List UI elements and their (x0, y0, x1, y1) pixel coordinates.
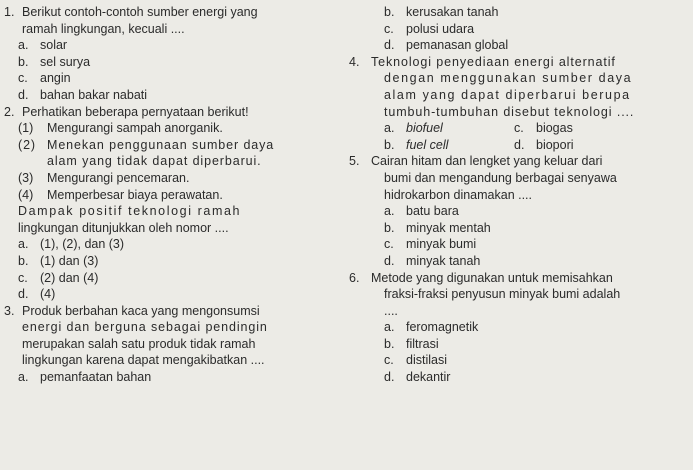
option-text: (1) dan (3) (40, 253, 99, 268)
statement-item (4, 170, 344, 187)
answer-option[interactable] (4, 286, 344, 303)
statement-text: Memperbesar biaya perawatan. (47, 187, 223, 202)
option-text: bahan bakar nabati (40, 87, 148, 102)
right-column (349, 4, 691, 386)
option-text: (1), (2), dan (3) (40, 237, 125, 252)
option-text: kerusakan tanah (406, 5, 499, 19)
answer-option[interactable] (349, 220, 691, 237)
statement-label: (4) (18, 187, 34, 202)
option-letter: a. (18, 237, 29, 252)
option-text: dekantir (406, 370, 451, 385)
question-6-line-2 (349, 286, 691, 303)
statement-item (4, 120, 344, 137)
answer-option[interactable] (4, 369, 344, 386)
option-text: filtrasi (406, 336, 439, 351)
question-3-line-4 (4, 352, 344, 369)
statement-text: Mengurangi sampah anorganik. (47, 121, 223, 136)
option-letter: d. (514, 137, 525, 152)
question-5-line-1 (349, 153, 691, 170)
option-letter: a. (18, 38, 29, 53)
option-letter: c. (18, 270, 28, 285)
option-letter: c. (384, 21, 394, 36)
option-text: biofuel (406, 121, 443, 136)
question-number: 4. (349, 54, 360, 69)
option-letter: b. (18, 253, 29, 268)
statement-label: (1) (18, 121, 34, 136)
question-stem: Cairan hitam dan lengket yang keluar dari (371, 154, 603, 169)
option-text: pemanasan global (406, 38, 509, 53)
option-text: batu bara (406, 204, 459, 219)
option-letter: a. (18, 370, 29, 385)
option-letter: a. (384, 204, 395, 219)
option-letter: d. (384, 38, 395, 53)
question-4-line-4 (349, 104, 691, 121)
question-stem: lingkungan ditunjukkan oleh nomor .... (18, 220, 229, 235)
question-1-line-1 (4, 4, 344, 21)
left-column (4, 4, 344, 386)
answer-option[interactable] (384, 120, 514, 137)
option-letter: c. (514, 121, 524, 136)
statement-label: (3) (18, 170, 34, 185)
question-3-line-2 (4, 319, 344, 336)
answer-option[interactable] (514, 137, 644, 154)
option-letter: a. (384, 121, 395, 136)
question-4-line-1 (349, 54, 691, 71)
question-number: 1. (4, 5, 15, 19)
answer-option[interactable] (349, 352, 691, 369)
question-number: 6. (349, 270, 360, 285)
question-5-line-3 (349, 187, 691, 204)
statement-continuation (4, 153, 344, 170)
option-text: (2) dan (4) (40, 270, 99, 285)
answer-option[interactable] (349, 336, 691, 353)
option-text: biogas (536, 121, 573, 136)
answer-option-row (349, 120, 691, 137)
option-text: angin (40, 71, 71, 86)
option-letter: b. (384, 220, 395, 235)
option-letter: c. (18, 71, 28, 86)
question-6-line-1 (349, 270, 691, 287)
answer-option[interactable] (4, 70, 344, 87)
question-number: 2. (4, 104, 15, 119)
question-stem: Perhatikan beberapa pernyataan berikut! (22, 104, 249, 119)
question-4-line-2 (349, 70, 691, 87)
answer-option[interactable] (349, 253, 691, 270)
question-stem: alam yang dapat diperbarui berupa (384, 87, 631, 102)
question-stem: tumbuh-tumbuhan disebut teknologi .... (384, 104, 635, 119)
option-text: minyak tanah (406, 253, 481, 268)
statement-text: Mengurangi pencemaran. (47, 170, 190, 185)
answer-option[interactable] (349, 203, 691, 220)
option-text: sel surya (40, 54, 91, 69)
question-stem: fraksi-fraksi penyusun minyak bumi adalah (384, 287, 621, 302)
option-text: biopori (536, 137, 574, 152)
statement-text: Menekan penggunaan sumber daya (47, 137, 275, 152)
option-letter: c. (384, 237, 394, 252)
option-letter: d. (18, 287, 29, 302)
question-number: 3. (4, 303, 15, 318)
answer-option-row (349, 137, 691, 154)
option-letter: d. (384, 370, 395, 385)
answer-option[interactable] (349, 319, 691, 336)
question-stem: .... (384, 303, 398, 318)
answer-option[interactable] (349, 4, 691, 21)
option-letter: c. (384, 353, 394, 368)
answer-option[interactable] (349, 236, 691, 253)
question-stem: Produk berbahan kaca yang mengonsumsi (22, 303, 260, 318)
question-stem: Metode yang digunakan untuk memisahkan (371, 270, 613, 285)
answer-option[interactable] (349, 21, 691, 38)
statement-item (4, 137, 344, 154)
question-stem: Berikut contoh-contoh sumber energi yang (22, 5, 258, 19)
answer-option[interactable] (514, 120, 644, 137)
statement-label: (2) (18, 137, 36, 152)
option-text: polusi udara (406, 21, 475, 36)
answer-option[interactable] (384, 137, 514, 154)
option-text: pemanfaatan bahan (40, 370, 152, 385)
option-letter: b. (384, 137, 395, 152)
question-stem: dengan menggunakan sumber daya (384, 71, 633, 86)
statement-text: alam yang tidak dapat diperbarui. (47, 154, 262, 169)
option-text: minyak bumi (406, 237, 477, 252)
answer-option[interactable] (4, 87, 344, 104)
option-text: minyak mentah (406, 220, 491, 235)
question-stem: Dampak positif teknologi ramah (18, 204, 242, 219)
question-stem: merupakan salah satu produk tidak ramah (22, 336, 256, 351)
question-3-line-1 (4, 303, 344, 320)
question-number: 5. (349, 154, 360, 169)
question-4-line-3 (349, 87, 691, 104)
question-2-prompt (4, 220, 344, 237)
answer-option[interactable] (4, 253, 344, 270)
question-stem: energi dan berguna sebagai pendingin (22, 320, 268, 335)
answer-option[interactable] (349, 37, 691, 54)
answer-option[interactable] (349, 369, 691, 386)
question-stem: Teknologi penyediaan energi alternatif (371, 54, 616, 69)
question-stem: lingkungan karena dapat mengakibatkan .... (22, 353, 265, 368)
option-letter: b. (18, 54, 29, 69)
question-2-prompt (4, 203, 344, 220)
question-6-line-3 (349, 303, 691, 320)
option-text: feromagnetik (406, 320, 479, 335)
option-text: distilasi (406, 353, 447, 368)
question-2-line-1 (4, 104, 344, 121)
question-stem: hidrokarbon dinamakan .... (384, 187, 533, 202)
question-stem: bumi dan mengandung berbagai senyawa (384, 170, 617, 185)
answer-option[interactable] (4, 37, 344, 54)
question-1-line-2 (4, 21, 344, 38)
option-letter: d. (384, 253, 395, 268)
question-stem: ramah lingkungan, kecuali .... (22, 21, 185, 36)
answer-option[interactable] (4, 270, 344, 287)
option-text: solar (40, 38, 68, 53)
option-letter: a. (384, 320, 395, 335)
question-5-line-2 (349, 170, 691, 187)
option-letter: d. (18, 87, 29, 102)
option-text: fuel cell (406, 137, 449, 152)
option-letter: b. (384, 5, 395, 19)
question-3-line-3 (4, 336, 344, 353)
statement-item (4, 187, 344, 204)
answer-option[interactable] (4, 236, 344, 253)
option-text: (4) (40, 287, 56, 302)
answer-option[interactable] (4, 54, 344, 71)
option-letter: b. (384, 336, 395, 351)
